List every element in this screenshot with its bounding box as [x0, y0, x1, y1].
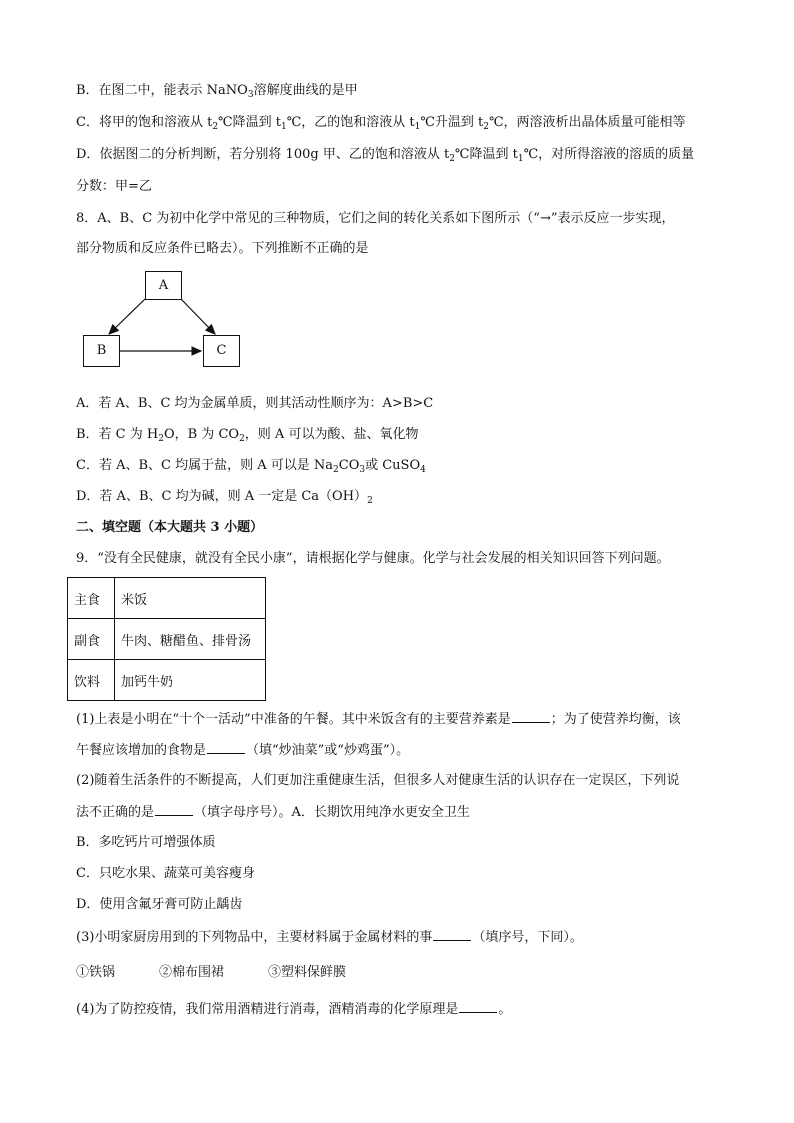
- node-b: B: [83, 335, 120, 367]
- q9-part2-line2: 法不正确的是 （填字母序号）。A．长期饮用纯净水更安全卫生: [76, 805, 470, 820]
- table-row: [68, 578, 266, 619]
- q9-part3-items: [76, 964, 390, 982]
- q9-stem: 9．“没有全民健康，就没有全民小康”，请根据化学与健康。化学与社会发展的相关知识回答下列问题。: [76, 551, 670, 566]
- lunch-table: [67, 577, 266, 701]
- q8-option-a: A．若 A、B、C 均为金属单质，则其活动性顺序为：A>B>C: [76, 396, 434, 411]
- q7-option-b: B．在图二中，能表示 NaNO$_3$溶解度曲线的是甲: [76, 83, 358, 100]
- q9-part2-option-c: C．只吃水果、蔬菜可美容瘦身: [76, 866, 255, 881]
- q7-option-d-cont: 分数：甲=乙: [76, 179, 152, 194]
- q9-part2-option-b: B．多吃钙片可增强体质: [76, 835, 216, 850]
- q7-option-d: D．依据图二的分析判断，若分别将 100g 甲、乙的饱和溶液从 $t_2℃$降温到 $t_1℃$，对所得溶液的溶质的质量: [76, 147, 695, 164]
- q9-part2-line1: (2)随着生活条件的不断提高，人们更加注重健康生活，但很多人对健康生活的认识存在一定误区，下列说: [76, 773, 680, 788]
- answer-blank[interactable]: [512, 710, 550, 723]
- answer-blank[interactable]: [155, 803, 193, 816]
- q8-option-d: D．若 A、B、C 均为碱，则 A 一定是 $Ca(OH)_2$: [76, 489, 373, 506]
- q9-part3: (3)小明家厨房用到的下列物品中，主要材料属于金属材料的事 （填序号，下同）。: [76, 930, 583, 945]
- table-cell-value: 牛肉、糖醋鱼、排骨汤: [115, 619, 266, 660]
- list-item: ③塑料保鲜膜: [268, 965, 347, 980]
- q8-option-c: C．若 A、B、C 均属于盐，则 A 可以是 $Na_2CO_3$或 CuSO$_4$: [76, 458, 426, 475]
- q9-part4: (4)为了防控疫情，我们常用酒精进行消毒，酒精消毒的化学原理是 。: [76, 1002, 512, 1017]
- table-cell-value: 米饭: [115, 578, 266, 619]
- q8-option-b: B．若 C 为 $H_2O$，B 为 $CO_2$，则 A 可以为酸、盐、氧化物: [76, 427, 419, 444]
- answer-blank[interactable]: [207, 741, 245, 754]
- arrow-a-to-c: [181, 299, 215, 334]
- q8-stem-line2: 部分物质和反应条件已略去）。下列推断不正确的是: [76, 241, 369, 256]
- q7-option-c: C．将甲的饱和溶液从 $t_2℃$降温到 $t_1℃$，乙的饱和溶液从 $t_1℃$升温到 $t_2℃$，两溶液析出晶体质量可能相等: [76, 115, 686, 132]
- table-row: [68, 619, 266, 660]
- q9-part1-line1: (1)上表是小明在“十个一活动”中准备的午餐。其中米饭含有的主要营养素是 ；为了使营养均衡，该: [76, 712, 681, 727]
- table-cell-label: 饮料: [68, 660, 115, 701]
- table-row: [68, 660, 266, 701]
- table-cell-label: 副食: [68, 619, 115, 660]
- arrow-a-to-b: [109, 299, 145, 334]
- node-c: C: [203, 335, 240, 367]
- list-item: ②棉布围裙: [159, 965, 225, 980]
- answer-blank[interactable]: [433, 928, 471, 941]
- q8-stem-line1: 8．A、B、C 为初中化学中常见的三种物质，它们之间的转化关系如下图所示（“→”表示反应一步实现，: [76, 211, 675, 226]
- list-item: ①铁锅: [76, 965, 116, 980]
- q9-part1-line2: 午餐应该增加的食物是 （填“炒油菜”或“炒鸡蛋”）。: [76, 743, 410, 758]
- q9-part2-option-d: D．使用含氟牙膏可防止龋齿: [76, 897, 243, 912]
- answer-blank[interactable]: [459, 1000, 497, 1013]
- node-a: A: [145, 271, 182, 300]
- section-title: 二、填空题（本大题共 3 小题）: [76, 520, 264, 535]
- table-cell-value: 加钙牛奶: [115, 660, 266, 701]
- table-cell-label: 主食: [68, 578, 115, 619]
